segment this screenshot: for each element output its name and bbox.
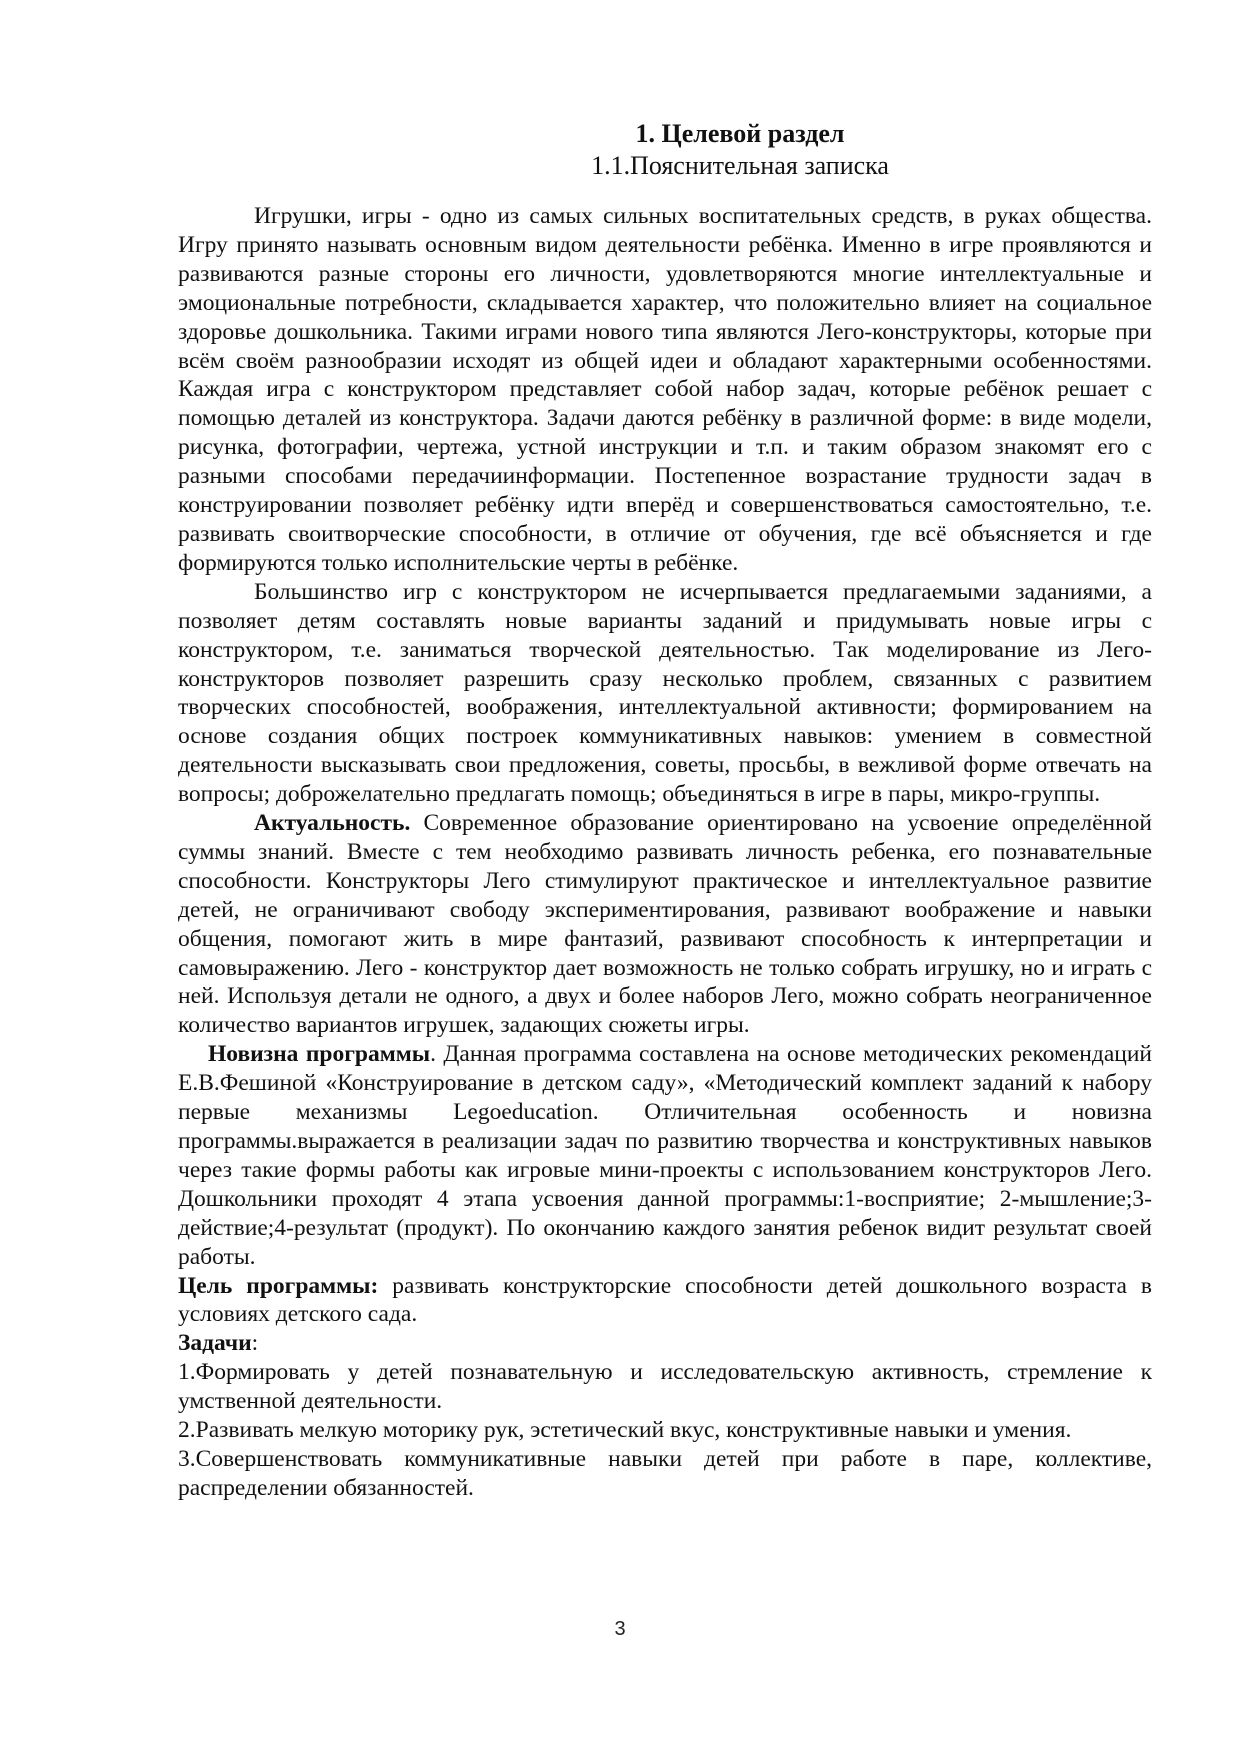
paragraph-intro: Игрушки, игры - одно из самых сильных воспитательных средств, в руках общества. Игру принято называть основным видом деятельности ребёнка. Именно в игре проявляются и развиваются разные стороны его личности, удовлетворяются многие интеллектуальные и эмоциональные потребности, складывается характер, что положительно влияет на социальное здоровье дошкольника. Такими играми нового типа являются Лего-конструкторы, которые при всём своём разнообразии исходят из общей идеи и обладают характерными особенностями. Каждая игра с конструктором представляет собой набор задач, которые ребёнок решает с помощью деталей из конструктора. Задачи даются ребёнку в различной форме: в виде модели, рисунка, фотографии, чертежа, устной инструкции и т.п. и таким образом знакомят его с разными способами передачиинформации. Постепенное возрастание трудности задач в конструировании позволяет ребёнку идти вперёд и совершенствоваться самостоятельно, т.е. развивать своитворческие способности, в отличие от обучения, где всё объясняется и где формируются только исполнительские черты в ребёнке. xyxy=(178,203,1152,576)
tasks-heading xyxy=(178,1329,1152,1358)
goal-text: развивать конструкторские способности детей дошкольного возраста в условиях детского сада. xyxy=(178,1272,1152,1328)
novelty-label: Новизна программы xyxy=(208,1041,431,1068)
paragraph-creativity: Большинство игр с конструктором не исчерпывается предлагаемыми заданиями, а позволяет детям составлять новые варианты заданий и придумывать новые игры с конструктором, т.е. заниматься творческой деятельностью. Так моделирование из Лего-конструкторов позволяет разрешить сразу несколько проблем, связанных с развитием творческих способностей, воображения, интеллектуальной активности; формированием на основе создания общих построек коммуникативных навыков: умением в совместной деятельности высказывать свои предложения, советы, просьбы, в вежливой форме отвечать на вопросы; доброжелательно предлагать помощь; объединяться в игре в пары, микро-группы. xyxy=(178,578,1152,808)
novelty-text: . Данная программа составлена на основе методических рекомендаций Е.В.Фешиной «Конструирование в детском саду», «Методический комплект заданий к набору первые механизмы Legoeducation. Отличительная особенность и новизна программы.выражается в реализации задач по развитию творчества и конструктивных навыков через такие формы работы как игровые мини-проекты с использованием конструкторов Лего. Дошкольники проходят 4 этапа усвоения данной программы:1-восприятие; 2-мышление;3-действие;4-результат (продукт). По окончанию каждого занятия ребенок видит результат своей работы. xyxy=(178,1041,1152,1270)
task-item-3: 3.Совершенствовать коммуникативные навыки детей при работе в паре, коллективе, распределении обязанностей. xyxy=(178,1445,1152,1501)
section-title: 1. Целевой раздел xyxy=(635,119,845,148)
tasks-colon: : xyxy=(251,1330,259,1357)
page-number: 3 xyxy=(614,1618,626,1640)
paragraph-novelty xyxy=(178,1040,1152,1271)
paragraph-relevance xyxy=(178,809,1152,1040)
subsection-title: 1.1.Пояснительная записка xyxy=(591,151,889,180)
task-item-2: 2.Развивать мелкую моторику рук, эстетический вкус, конструктивные навыки и умения. xyxy=(178,1417,1072,1444)
paragraph-goal xyxy=(178,1272,1152,1330)
relevance-label: Актуальность. xyxy=(254,810,411,837)
relevance-text: Современное образование ориентировано на усвоение определённой суммы знаний. Вместе с тем необходимо развивать личность ребенка, его познавательные способности. Конструкторы Лего стимулируют практическое и интеллектуальное развитие детей, не ограничивают свободу экспериментирования, развивают воображение и навыки общения, помогают жить в мире фантазий, развивают способность к интерпретации и самовыражению. Лего - конструктор дает возможность не только собрать игрушку, но и играть с ней. Используя детали не одного, а двух и более наборов Лего, можно собрать неограниченное количество вариантов игрушек, задающих сюжеты игры. xyxy=(178,810,1152,1039)
document-page xyxy=(178,118,1152,1503)
tasks-label: Задачи xyxy=(178,1330,252,1357)
goal-label: Цель программы: xyxy=(178,1272,379,1299)
task-item-1: 1.Формировать у детей познавательную и исследовательскую активность, стремление к умственной деятельности. xyxy=(178,1359,1152,1415)
